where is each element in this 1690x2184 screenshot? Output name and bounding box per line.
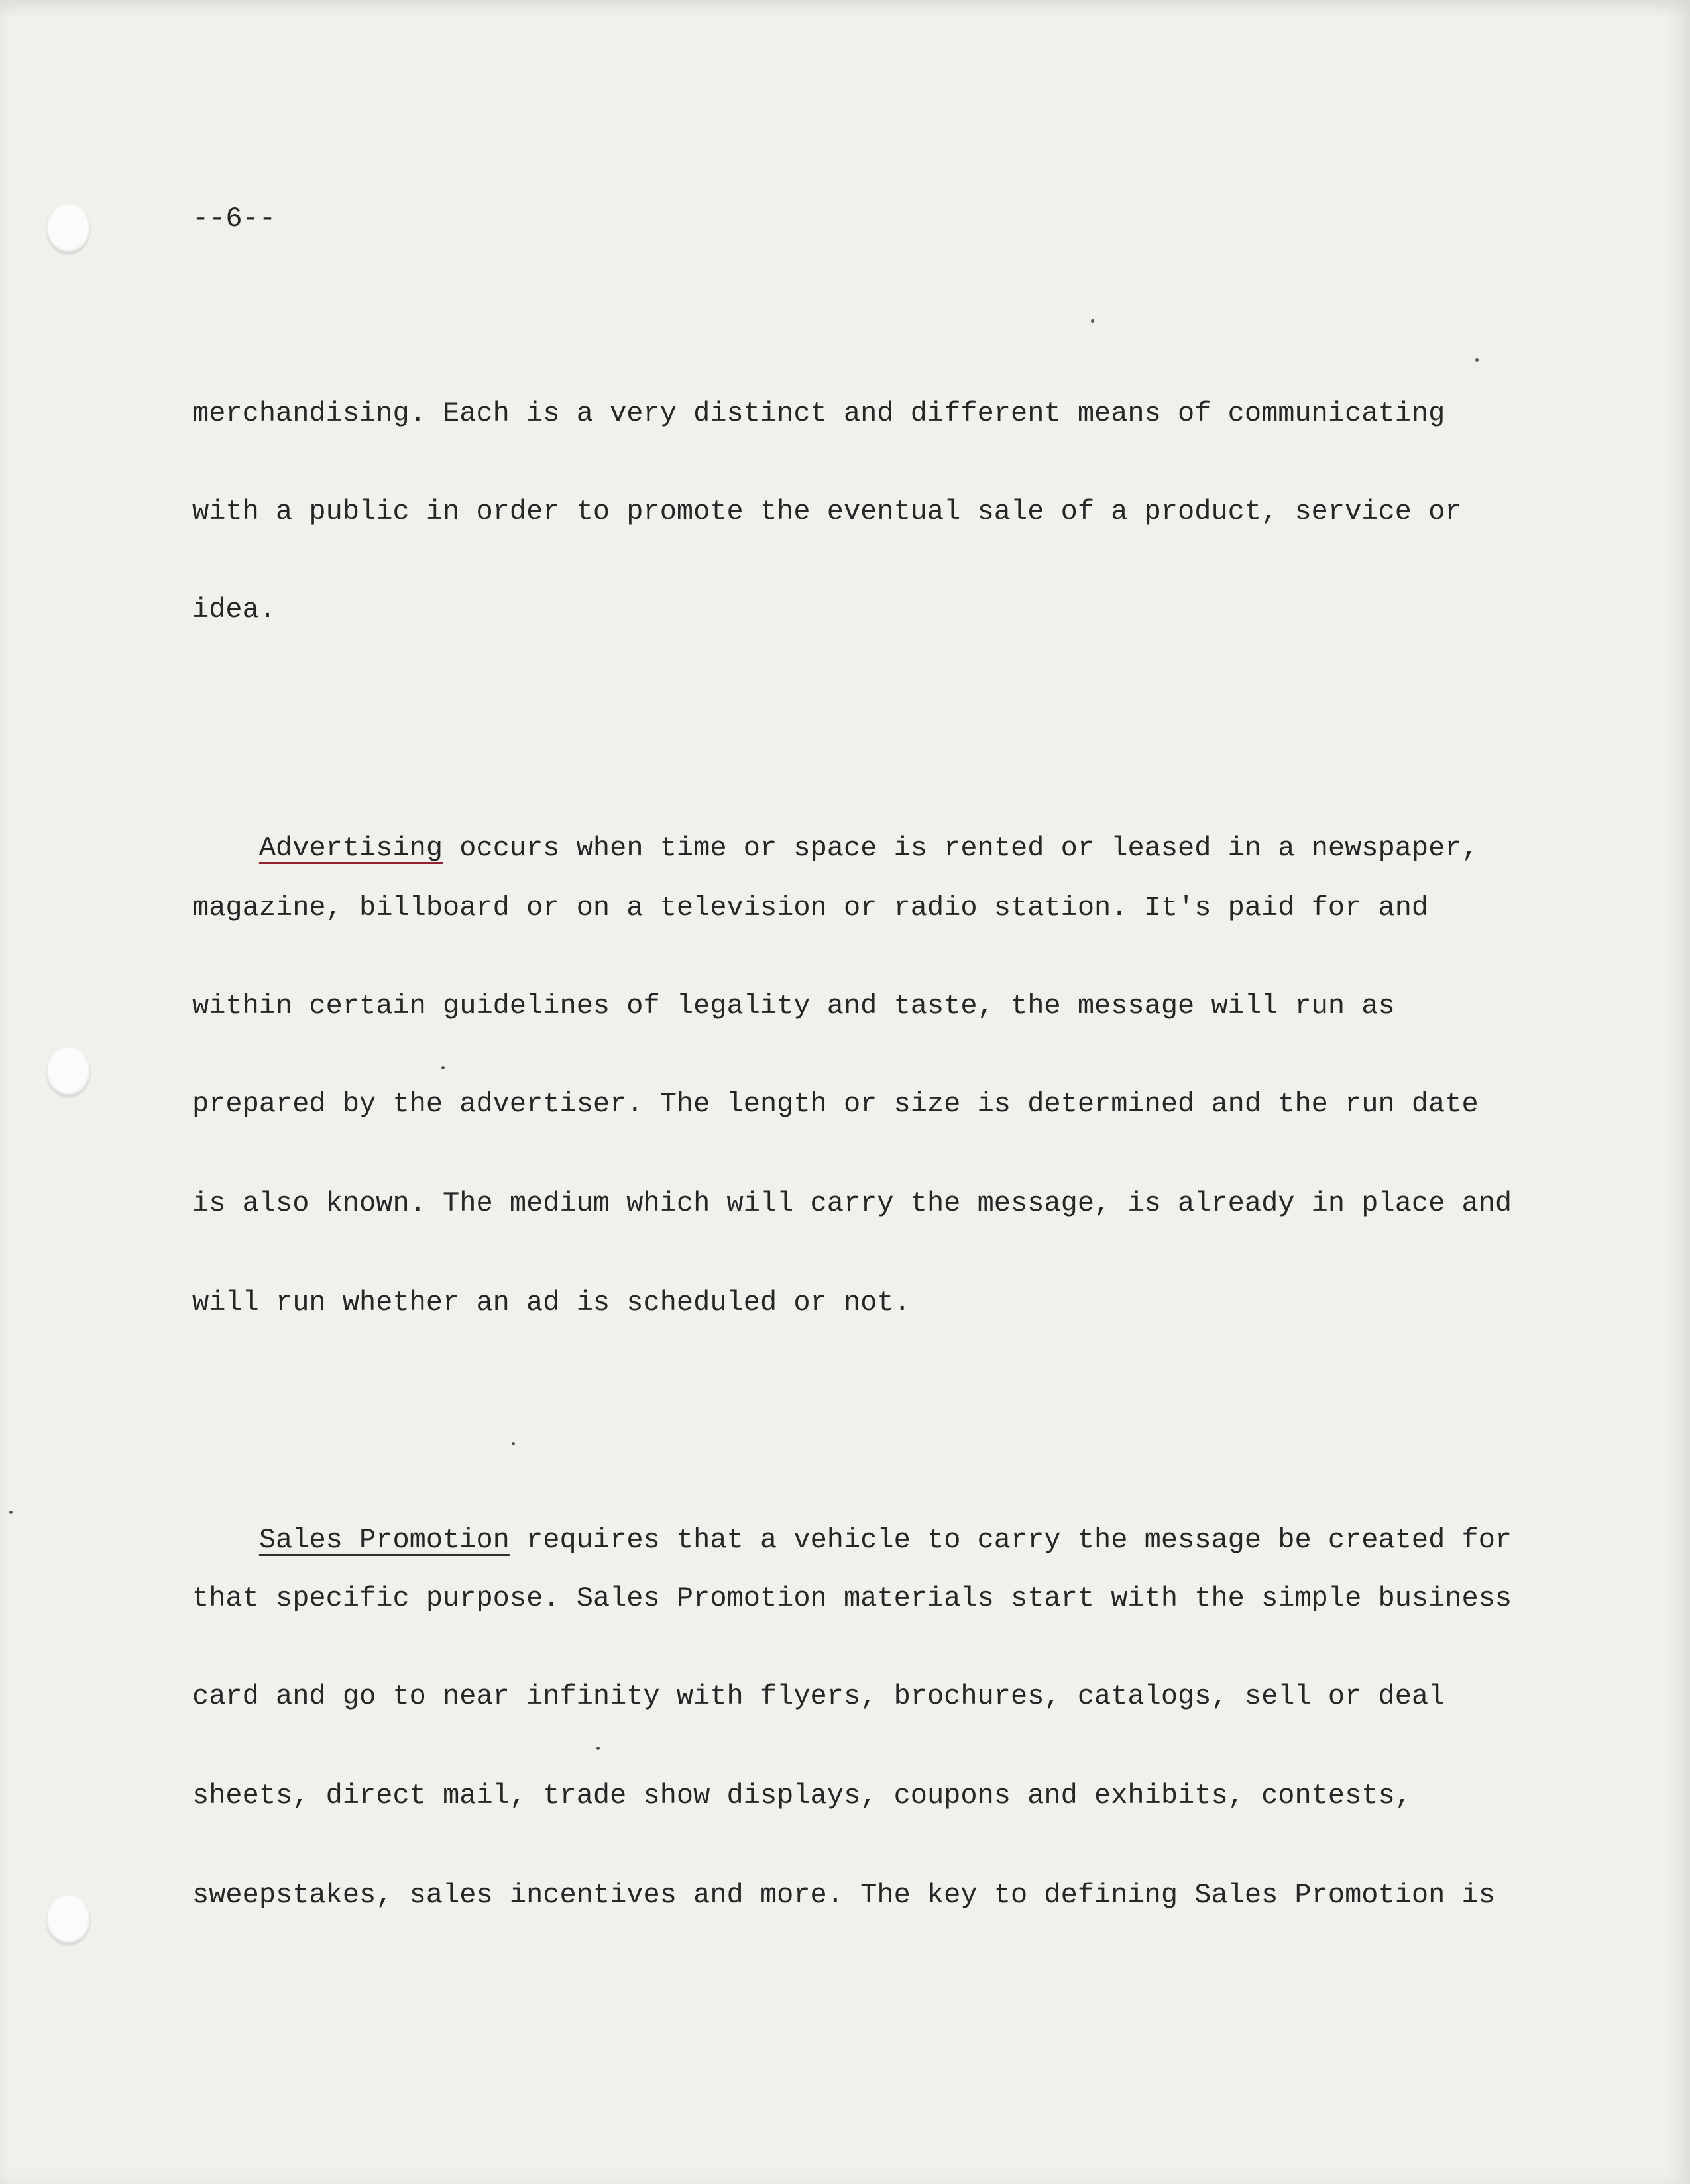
- punch-hole: [46, 204, 90, 253]
- punch-hole: [46, 1895, 90, 1944]
- ink-speck: [1091, 319, 1094, 323]
- ink-speck: [441, 1066, 445, 1069]
- paragraph-2-line-2: magazine, billboard or on a television or radio station. It's paid for and: [192, 892, 1429, 924]
- paragraph-3-line-3: card and go to near infinity with flyers, brochures, catalogs, sell or deal: [192, 1680, 1445, 1712]
- paragraph-3-line-1-text: requires that a vehicle to carry the message be created for: [509, 1524, 1512, 1556]
- paragraph-2-line-1-text: occurs when time or space is rented or leased in a newspaper,: [443, 832, 1479, 864]
- paragraph-3-line-5: sweepstakes, sales incentives and more. The key to defining Sales Promotion is: [192, 1879, 1495, 1911]
- sales-promotion-term: Sales Promotion: [258, 1524, 510, 1556]
- punch-hole: [46, 1047, 90, 1096]
- paragraph-2-line-6: will run whether an ad is scheduled or not.: [192, 1287, 911, 1319]
- paragraph-2-line-5: is also known. The medium which will carry the message, is already in place and: [192, 1187, 1512, 1219]
- ink-speck: [512, 1442, 515, 1445]
- ink-speck: [596, 1747, 600, 1750]
- paragraph-1-line-1: merchandising. Each is a very distinct and different means of communicating: [192, 398, 1445, 429]
- paragraph-2-line-4: prepared by the advertiser. The length or size is determined and the run date: [192, 1088, 1479, 1120]
- paragraph-1-line-3: idea.: [192, 594, 276, 626]
- paragraph-3-line-2: that specific purpose. Sales Promotion materials start with the simple business: [192, 1582, 1512, 1614]
- ink-speck: [1475, 358, 1479, 362]
- ink-speck: [9, 1511, 13, 1514]
- paragraph-3-line-4: sheets, direct mail, trade show displays, coupons and exhibits, contests,: [192, 1780, 1412, 1812]
- page-number: --6--: [192, 203, 276, 235]
- paragraph-1-line-2: with a public in order to promote the eventual sale of a product, service or: [192, 496, 1462, 527]
- advertising-term: Advertising: [258, 832, 443, 864]
- paragraph-2-line-3: within certain guidelines of legality and taste, the message will run as: [192, 990, 1395, 1022]
